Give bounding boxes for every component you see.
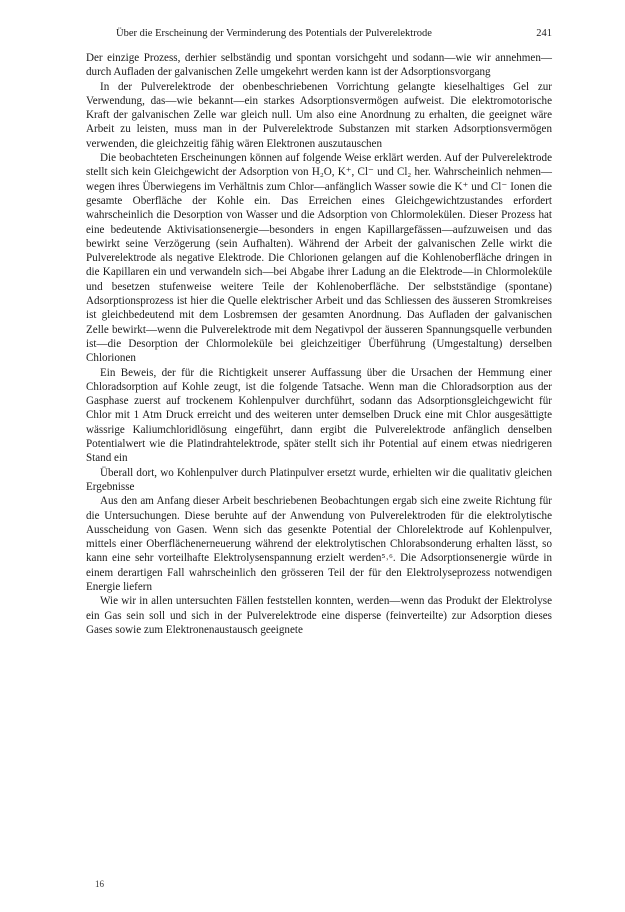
page-number: 241	[536, 28, 552, 39]
paragraph: In der Pulverelektrode der obenbeschriebenen Vorrichtung gelangte kieselhaltiges Gel zur Verwendung, das—wie bekannt—ein starkes Adsorptionsvermögen aufweist. Die elektromotorische Kraft der galvanischen Zelle war gleich null. Um also eine Anordnung zu erhalten, die geeignet wäre Arbeit zu leisten, muss man in der Pulverelektrode Substanzen mit starken Adsorptionsvermögen verwenden, die gleichzeitig fähig wären Elektronen auszutauschen	[86, 80, 552, 150]
paragraph: Aus den am Anfang dieser Arbeit beschriebenen Beobachtungen ergab sich eine zweite Richtung für die Untersuchungen. Diese beruhte auf der Anwendung von Pulverelektroden für die elektrolytische Ausscheidung von Gasen. Wenn sich das gesenkte Potential der Chlorelektrode auf Kohlenpulver, mittels einer Oberflächenerneuerung während der elektrolytischen Chlorabsonderung erhalten lässt, so kann eine sehr vorteilhafte Elektrolysenspannung erzielt werden⁵˒⁶. Die Adsorptionsenergie würde in einem derartigen Fall wahrscheinlich den grösseren Teil der für den Elektrolyseprozess notwendigen Energie liefern	[86, 495, 552, 593]
paragraph: Überall dort, wo Kohlenpulver durch Platinpulver ersetzt wurde, erhielten wir die qualitativ gleichen Ergebnisse	[86, 466, 552, 493]
signature-mark: 16	[95, 879, 104, 889]
page-header	[86, 27, 552, 41]
paragraph: Die beobachteten Erscheinungen können auf folgende Weise erklärt werden. Auf der Pulverelektrode stellt sich kein Gleichgewicht der Adsorption von H₂O, K⁺, Cl⁻ und Cl₂ her. Wahrscheinlich nehmen—wegen ihres Überwiegens im Verhältnis zum Chlor—anfänglich Wasser sowie die K⁺ und Cl⁻ Ionen die gesamte Oberfläche der Kohle ein. Das Erreichen eines Gleichgewichtzustandes erfordert wahrscheinlich die Desorption von Wasser und die Adsorption von Chlormolekülen. Dieser Prozess hat eine bedeutende Aktivisationsenergie—besonders in engen Kapillargefässen—aufzuweisen und das bewirkt seine Verzögerung (sein Aufhalten). Während der Arbeit der galvanischen Zelle wirkt die Pulverelektrode als negative Elektrode. Die Chlorionen gelangen auf die Kohlenoberfläche dringen in die Kapillaren ein und verwandeln sich—bei Abgabe ihrer Ladung an die Elektrode—in Chlormoleküle und besetzen stufenweise weitere Teile der Kohlenoberfläche. Der selbstständige (spontane) Adsorptionsprozess ist hier die Quelle elektrischer Arbeit und das Schliessen des äusseren Stromkreises ist gleichbedeutend mit dem Losbremsen der gesamten Anordnung. Das Aufladen der galvanischen Zelle bewirkt—wenn die Pulverelektrode mit dem Negativpol der äusseren Spannungsquelle verbunden ist—die Desorption der Chlormoleküle bei gleichzeitiger Überführung (Umgestaltung) derselben Chlorionen	[86, 152, 552, 365]
paragraph: Ein Beweis, der für die Richtigkeit unserer Auffassung über die Ursachen der Hemmung einer Chloradsorption auf Kohle zeugt, ist die folgende Tatsache. Wenn man die Chloradsorption aus der Gasphase zuerst auf trockenem Kohlenpulver durchführt, sodann das Adsorptionsgleichgewicht für Chlor mit 1 Atm Druck erreicht und des weiteren unter demselben Druck eine mit Chlor ausgesättigte wässrige Kaliumchloridlösung eingeführt, dann ergibt die Pulverelektrode anfänglich denselben Potentialwert wie die Platindrahtelektrode, später stellt sich ihr Potential auf einem etwas niedrigeren Stand ein	[86, 366, 552, 465]
body-text	[86, 51, 552, 637]
paragraph: Der einzige Prozess, derhier selbständig und spontan vorsichgeht und sodann—wie wir annehmen—durch Aufladen der galvanischen Zelle umgekehrt werden kann ist der Adsorptionsvorgang	[86, 52, 552, 79]
running-title: Über die Erscheinung der Verminderung des Potentials der Pulverelektrode	[116, 28, 432, 39]
paragraph: Wie wir in allen untersuchten Fällen feststellen konnten, werden—wenn das Produkt der Elektrolyse ein Gas sein soll und sich in der Pulverelektrode eine disperse (feinverteilte) zur Adsorption dieses Gases sowie zum Elektronenaustausch geeignete	[86, 595, 552, 636]
